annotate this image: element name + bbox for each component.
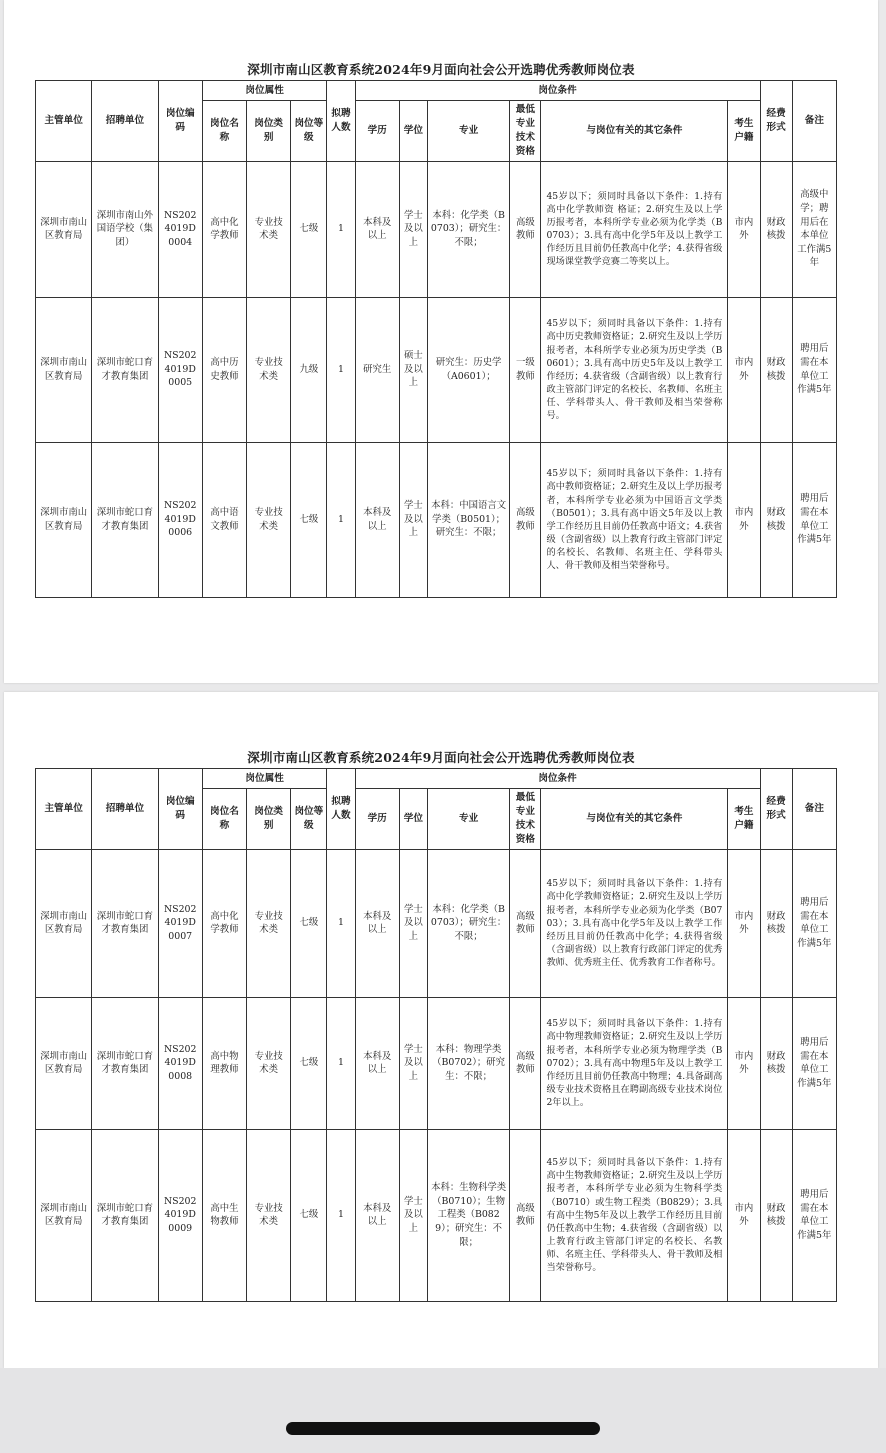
cell-dept: 深圳市南山区教育局 [36, 161, 92, 297]
cell-category: 专业技术类 [247, 297, 291, 442]
cell-degree: 硕士及以上 [399, 297, 427, 442]
table-row [36, 849, 837, 997]
header-huji: 考生户籍 [728, 101, 760, 162]
cell-count: 1 [327, 1129, 355, 1301]
cell-remark: 聘用后需在本单位工作满5年 [792, 849, 836, 997]
header-huji: 考生户籍 [728, 789, 760, 850]
header-education: 学历 [355, 789, 399, 850]
cell-degree: 学士及以上 [399, 849, 427, 997]
cell-category: 专业技术类 [247, 1129, 291, 1301]
table-row [36, 1129, 837, 1301]
cell-title-req: 高级教师 [510, 161, 541, 297]
cell-unit: 深圳市蛇口育才教育集团 [92, 297, 158, 442]
cell-dept: 深圳市南山区教育局 [36, 1129, 92, 1301]
header-group-attr: 岗位属性 [202, 81, 327, 101]
header-code: 岗位编码 [158, 81, 202, 162]
cell-category: 专业技术类 [247, 997, 291, 1129]
cell-count: 1 [327, 997, 355, 1129]
header-remark: 备注 [792, 81, 836, 162]
header-grade: 岗位等级 [291, 101, 327, 162]
cell-grade: 七级 [291, 161, 327, 297]
cell-unit: 深圳市蛇口育才教育集团 [92, 442, 158, 597]
table-row [36, 442, 837, 597]
cell-count: 1 [327, 161, 355, 297]
cell-education: 本科及以上 [355, 997, 399, 1129]
header-group-cond: 岗位条件 [355, 81, 760, 101]
header-category: 岗位类别 [247, 789, 291, 850]
header-group-attr: 岗位属性 [202, 769, 327, 789]
cell-funding: 财政核拨 [760, 849, 792, 997]
header-code: 岗位编码 [158, 769, 202, 850]
header-major: 专业 [427, 101, 509, 162]
header-title-req: 最低专业技术资格 [510, 101, 541, 162]
cell-education: 研究生 [355, 297, 399, 442]
document-page-1 [4, 0, 878, 683]
cell-name: 高中生物教师 [202, 1129, 246, 1301]
cell-count: 1 [327, 849, 355, 997]
page-title: 深圳市南山区教育系统2024年9月面向社会公开选聘优秀教师岗位表 [247, 62, 635, 77]
cell-category: 专业技术类 [247, 442, 291, 597]
cell-other: 45岁以下；须同时具备以下条件：1.持有高中化学教师资格证；2.研究生及以上学历报考者，本科所学专业必须为化学类（B0703）；3.具有高中化学5年及以上教学工作经历且目前仍任教高中化学；4.获得省级（含副省级）以上教育行政部门评定的优秀教师、优秀班主任、优秀教育工作者称号。 [541, 849, 728, 997]
header-degree: 学位 [399, 789, 427, 850]
cell-unit: 深圳市南山外国语学校（集团） [92, 161, 158, 297]
cell-count: 1 [327, 442, 355, 597]
cell-grade: 九级 [291, 297, 327, 442]
cell-huji: 市内外 [728, 297, 760, 442]
cell-huji: 市内外 [728, 997, 760, 1129]
cell-other: 45岁以下；须同时具备以下条件：1.持有高中教师资格证；2.研究生及以上学历报考者，本科所学专业必须为中国语言文学类（B0501）；3.具有高中语文5年及以上教学工作经历且目前仍任教高中语文；4.获省级（含副省级）以上教育行政主管部门评定的名校长、名教师、名班主任、学科带头人、骨干教师及相当荣誉称号。 [541, 442, 728, 597]
cell-category: 专业技术类 [247, 849, 291, 997]
cell-grade: 七级 [291, 442, 327, 597]
cell-other: 45岁以下；须同时具备以下条件：1.持有高中物理教师资格证；2.研究生及以上学历报考者，本科所学专业必须为物理学类（B0702）；3.具有高中物理5年及以上教学工作经历且目前仍任教高中物理；4.具备副高级专业技术资格且在聘副高级专业技术岗位2年以上。 [541, 997, 728, 1129]
cell-dept: 深圳市南山区教育局 [36, 297, 92, 442]
header-count: 拟聘人数 [327, 769, 355, 850]
bottom-bar [0, 1368, 886, 1453]
cell-dept: 深圳市南山区教育局 [36, 997, 92, 1129]
cell-code: NS2024019D0008 [158, 997, 202, 1129]
position-table [35, 768, 837, 1302]
cell-code: NS2024019D0006 [158, 442, 202, 597]
cell-grade: 七级 [291, 997, 327, 1129]
header-unit: 招聘单位 [92, 769, 158, 850]
cell-title-req: 高级教师 [510, 442, 541, 597]
header-count: 拟聘人数 [327, 81, 355, 162]
cell-remark: 高级中学；聘用后在本单位工作满5年 [792, 161, 836, 297]
header-other: 与岗位有关的其它条件 [541, 789, 728, 850]
header-name: 岗位名称 [202, 101, 246, 162]
header-dept: 主管单位 [36, 81, 92, 162]
header-dept: 主管单位 [36, 769, 92, 850]
header-unit: 招聘单位 [92, 81, 158, 162]
cell-name: 高中语文教师 [202, 442, 246, 597]
cell-unit: 深圳市蛇口育才教育集团 [92, 997, 158, 1129]
cell-funding: 财政核拨 [760, 442, 792, 597]
cell-other: 45岁以下；须同时具备以下条件：1.持有高中化学教师资 格证；2.研究生及以上学历报考者，本科所学专业必须为化学类（B0703）；3.具有高中化学5年及以上教学工作经历且目前仍任教高中化学；4.获得省级现场课堂教学竞赛二等奖以上。 [541, 161, 728, 297]
cell-other: 45岁以下；须同时具备以下条件：1.持有高中生物教师资格证；2.研究生及以上学历报考者，本科所学专业必须为生物科学类（B0710）或生物工程类（B0829）；3.具有高中生物5年及以上教学工作经历且目前仍任教高中生物；4.获省级（含副省级）以上教育行政主管部门评定的名校长、名教师、名班主任、学科带头人、骨干教师及相当荣誉称号。 [541, 1129, 728, 1301]
cell-huji: 市内外 [728, 849, 760, 997]
header-remark: 备注 [792, 769, 836, 850]
cell-unit: 深圳市蛇口育才教育集团 [92, 849, 158, 997]
cell-funding: 财政核拨 [760, 997, 792, 1129]
cell-unit: 深圳市蛇口育才教育集团 [92, 1129, 158, 1301]
cell-education: 本科及以上 [355, 1129, 399, 1301]
cell-major: 本科：物理学类（B0702）；研究生：不限； [427, 997, 509, 1129]
cell-grade: 七级 [291, 1129, 327, 1301]
header-name: 岗位名称 [202, 789, 246, 850]
header-group-cond: 岗位条件 [355, 769, 760, 789]
cell-huji: 市内外 [728, 442, 760, 597]
cell-remark: 聘用后需在本单位工作满5年 [792, 297, 836, 442]
cell-degree: 学士及以上 [399, 161, 427, 297]
header-other: 与岗位有关的其它条件 [541, 101, 728, 162]
cell-code: NS2024019D0004 [158, 161, 202, 297]
header-education: 学历 [355, 101, 399, 162]
cell-name: 高中历史教师 [202, 297, 246, 442]
cell-remark: 聘用后需在本单位工作满5年 [792, 442, 836, 597]
cell-education: 本科及以上 [355, 849, 399, 997]
cell-major: 本科：化学类（B0703）；研究生：不限； [427, 161, 509, 297]
cell-title-req: 高级教师 [510, 1129, 541, 1301]
cell-remark: 聘用后需在本单位工作满5年 [792, 997, 836, 1129]
cell-code: NS2024019D0009 [158, 1129, 202, 1301]
cell-title-req: 高级教师 [510, 849, 541, 997]
cell-huji: 市内外 [728, 1129, 760, 1301]
cell-title-req: 高级教师 [510, 997, 541, 1129]
cell-major: 本科：化学类（B0703）；研究生：不限； [427, 849, 509, 997]
cell-funding: 财政核拨 [760, 1129, 792, 1301]
header-major: 专业 [427, 789, 509, 850]
page-title: 深圳市南山区教育系统2024年9月面向社会公开选聘优秀教师岗位表 [247, 750, 635, 765]
cell-remark: 聘用后需在本单位工作满5年 [792, 1129, 836, 1301]
cell-funding: 财政核拨 [760, 161, 792, 297]
position-table [35, 80, 837, 598]
header-title-req: 最低专业技术资格 [510, 789, 541, 850]
cell-name: 高中物理教师 [202, 997, 246, 1129]
cell-code: NS2024019D0005 [158, 297, 202, 442]
table-row [36, 297, 837, 442]
table-row [36, 161, 837, 297]
cell-other: 45岁以下；须同时具备以下条件：1.持有高中历史教师资格证；2.研究生及以上学历报考者，本科所学专业必须为历史学类（B0601）；3.具有高中历史5年及以上教学工作经历；4.获省级（含副省级）以上教育行政主管部门评定的名校长、名教师、名班主任、学科带头人、骨干教师及相当荣誉称号。 [541, 297, 728, 442]
header-funding: 经费形式 [760, 81, 792, 162]
header-grade: 岗位等级 [291, 789, 327, 850]
cell-degree: 学士及以上 [399, 997, 427, 1129]
home-indicator[interactable] [286, 1422, 600, 1435]
cell-dept: 深圳市南山区教育局 [36, 849, 92, 997]
cell-degree: 学士及以上 [399, 442, 427, 597]
cell-degree: 学士及以上 [399, 1129, 427, 1301]
document-page-2 [4, 692, 878, 1368]
cell-grade: 七级 [291, 849, 327, 997]
cell-education: 本科及以上 [355, 442, 399, 597]
cell-major: 研究生：历史学（A0601）； [427, 297, 509, 442]
cell-major: 本科：中国语言文学类（B0501）；研究生：不限； [427, 442, 509, 597]
header-degree: 学位 [399, 101, 427, 162]
cell-title-req: 一级教师 [510, 297, 541, 442]
header-category: 岗位类别 [247, 101, 291, 162]
cell-huji: 市内外 [728, 161, 760, 297]
cell-code: NS2024019D0007 [158, 849, 202, 997]
table-row [36, 997, 837, 1129]
cell-name: 高中化学教师 [202, 849, 246, 997]
cell-education: 本科及以上 [355, 161, 399, 297]
cell-count: 1 [327, 297, 355, 442]
cell-name: 高中化学教师 [202, 161, 246, 297]
cell-funding: 财政核拨 [760, 297, 792, 442]
cell-dept: 深圳市南山区教育局 [36, 442, 92, 597]
cell-major: 本科：生物科学类（B0710）；生物工程类（B0829）；研究生：不限； [427, 1129, 509, 1301]
header-funding: 经费形式 [760, 769, 792, 850]
cell-category: 专业技术类 [247, 161, 291, 297]
